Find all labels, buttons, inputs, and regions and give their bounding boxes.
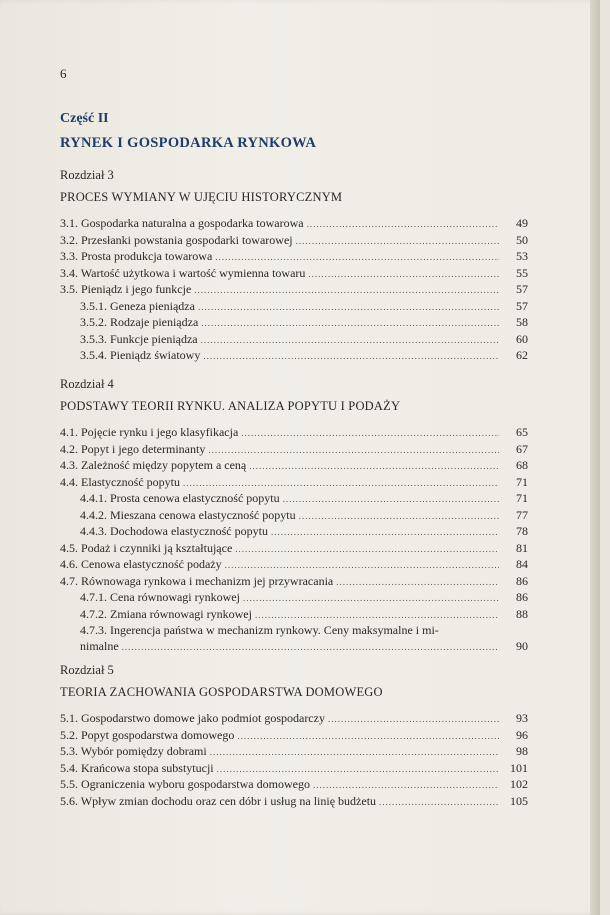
- toc-entry-page: 50: [516, 232, 528, 247]
- chapter-title: TEORIA ZACHOWANIA GOSPODARSTWA DOMOWEGO: [60, 685, 383, 699]
- toc-entry-page: 78: [516, 524, 528, 538]
- toc-entry-page: 53: [516, 249, 528, 263]
- dot-leader: [215, 250, 499, 266]
- toc-entry: [60, 777, 528, 794]
- toc-entry: [60, 761, 528, 778]
- dot-leader: [208, 443, 499, 459]
- toc-entry: [60, 442, 528, 459]
- page-edge: [590, 0, 600, 915]
- dot-leader: [201, 316, 499, 332]
- toc-entry: [60, 524, 528, 541]
- toc-entry-title: 4.6. Cenowa elastyczność podaży: [60, 557, 222, 571]
- part-title: RYNEK I GOSPODARKA RYNKOWA: [60, 135, 317, 151]
- dot-leader: [249, 459, 499, 475]
- dot-leader: [255, 608, 499, 624]
- toc-entry-page: 58: [516, 315, 528, 329]
- toc-entry: [60, 315, 528, 332]
- toc-entry: [60, 216, 528, 233]
- chapter-label: Rozdział 3: [60, 168, 114, 182]
- toc-list: [60, 216, 528, 365]
- toc-entry-page: 101: [510, 760, 528, 775]
- chapter-3: [60, 168, 528, 365]
- toc-entry-page: 88: [516, 606, 528, 621]
- toc-entry: [60, 794, 528, 811]
- part-label: Część II: [60, 111, 109, 126]
- dot-leader: [283, 492, 499, 508]
- toc-entry-title: 4.7.2. Zmiana równowagi rynkowej: [80, 606, 252, 621]
- dot-leader: [299, 509, 499, 525]
- toc-entry: [60, 475, 528, 492]
- dot-leader: [271, 525, 499, 541]
- toc-entry-title-line1: 4.7.3. Ingerencja państwa w mechanizm rynkowy. Ceny maksymalne i mi-: [80, 623, 439, 637]
- dot-leader: [241, 426, 499, 442]
- toc-entry: [60, 607, 528, 624]
- toc-entry: [60, 348, 528, 365]
- dot-leader: [307, 217, 499, 233]
- toc-list: [60, 711, 528, 810]
- toc-entry: [60, 590, 528, 607]
- toc-entry-multiline: [60, 623, 528, 655]
- toc-entry-page: 77: [516, 507, 528, 522]
- toc-entry-page: 98: [516, 744, 528, 758]
- toc-entry: [60, 574, 528, 591]
- toc-entry-page: 105: [510, 793, 528, 808]
- dot-leader: [237, 729, 499, 745]
- toc-entry-title: 3.3. Prosta produkcja towarowa: [60, 249, 213, 263]
- dot-leader: [201, 333, 499, 349]
- toc-entry-title: 4.4.2. Mieszana cenowa elastyczność popytu: [80, 507, 296, 522]
- toc-entry-title: 4.4.1. Prosta cenowa elastyczność popytu: [80, 491, 280, 505]
- toc-entry-title: 3.5.2. Rodzaje pieniądza: [80, 315, 199, 329]
- page-number: 6: [60, 66, 67, 81]
- toc-entry: [60, 282, 528, 299]
- dot-leader: [379, 795, 499, 811]
- toc-entry-page: 49: [516, 216, 528, 230]
- toc-entry-page: 90: [516, 638, 528, 653]
- toc-entry-page: 57: [516, 298, 528, 313]
- toc-entry: [60, 711, 528, 728]
- dot-leader: [336, 575, 499, 591]
- toc-entry-title: 3.5.3. Funkcje pieniądza: [80, 331, 198, 346]
- toc-entry-title: 5.2. Popyt gospodarstwa domowego: [60, 727, 235, 742]
- toc-entry-page: 57: [516, 282, 528, 296]
- toc-entry-title: 5.3. Wybór pomiędzy dobrami: [60, 744, 207, 758]
- toc-entry-page: 86: [516, 590, 528, 604]
- toc-entry-page: 67: [516, 441, 528, 456]
- toc-entry-title: 4.5. Podaż i czynniki ją kształtujące: [60, 540, 233, 555]
- dot-leader: [235, 542, 499, 558]
- toc-entry-title: 3.5.1. Geneza pieniądza: [80, 298, 195, 313]
- dot-leader: [225, 558, 499, 574]
- toc-entry-title: 5.1. Gospodarstwo domowe jako podmiot gospodarczy: [60, 711, 325, 725]
- chapter-label: Rozdział 4: [60, 377, 114, 391]
- toc-entry-page: 60: [516, 331, 528, 346]
- toc-entry-title-line2-row: [60, 639, 528, 656]
- dot-leader: [183, 476, 499, 492]
- toc-entry: [60, 299, 528, 316]
- toc-entry-page: 84: [516, 557, 528, 571]
- dot-leader: [198, 300, 499, 316]
- chapter-title: PROCES WYMIANY W UJĘCIU HISTORYCZNYM: [60, 190, 343, 204]
- dot-leader: [243, 591, 499, 607]
- toc-entry-title-line2: nimalne: [80, 638, 119, 653]
- toc-entry-title: 5.4. Krańcowa stopa substytucji: [60, 760, 214, 775]
- toc-entry-title: 3.1. Gospodarka naturalna a gospodarka towarowa: [60, 216, 304, 230]
- toc-entry-page: 65: [516, 425, 528, 439]
- toc-entry-title: 4.3. Zależność między popytem a ceną: [60, 458, 247, 472]
- toc-entry-page: 86: [516, 573, 528, 588]
- toc-entry: [60, 233, 528, 250]
- toc-entry-title: 3.2. Przesłanki powstania gospodarki towarowej: [60, 232, 293, 247]
- toc-entry-page: 71: [516, 491, 528, 505]
- toc-entry: [60, 541, 528, 558]
- toc-entry-page: 96: [516, 727, 528, 742]
- toc-entry-title: 4.4.3. Dochodowa elastyczność popytu: [80, 524, 268, 538]
- toc-entry-page: 71: [516, 474, 528, 489]
- chapter-5: [60, 663, 528, 810]
- toc-entry: [60, 491, 528, 508]
- toc-entry: [60, 744, 528, 761]
- toc-entry: [60, 557, 528, 574]
- toc-entry-title: 3.5.4. Pieniądz światowy: [80, 348, 201, 362]
- toc-entry: [60, 425, 528, 442]
- toc-entry-title: 5.6. Wpływ zmian dochodu oraz cen dóbr i usług na linię budżetu: [60, 793, 377, 808]
- dot-leader: [328, 712, 499, 728]
- toc-entry-page: 93: [516, 711, 528, 725]
- toc-entry-page: 62: [516, 348, 528, 362]
- toc-entry-title: 4.4. Elastyczność popytu: [60, 474, 180, 489]
- toc-entry: [60, 266, 528, 283]
- toc-entry: [60, 332, 528, 349]
- dot-leader: [313, 778, 499, 794]
- toc-entry-title: 3.4. Wartość użytkowa i wartość wymienna towaru: [60, 265, 306, 280]
- toc-entry-title: 4.1. Pojęcie rynku i jego klasyfikacja: [60, 425, 239, 439]
- dot-leader: [203, 349, 499, 365]
- toc-entry-page: 68: [516, 458, 528, 472]
- dot-leader: [194, 283, 499, 299]
- toc-entry-title: 5.5. Ograniczenia wyboru gospodarstwa domowego: [60, 777, 310, 791]
- dot-leader: [217, 762, 499, 778]
- toc-entry-page: 55: [516, 265, 528, 280]
- toc-entry-title: 4.7.1. Cena równowagi rynkowej: [80, 590, 240, 604]
- dot-leader: [122, 640, 499, 656]
- toc-entry: [60, 458, 528, 475]
- toc-entry-page: 81: [516, 540, 528, 555]
- dot-leader: [210, 745, 499, 761]
- toc-entry: [60, 728, 528, 745]
- toc-entry-title: 3.5. Pieniądz i jego funkcje: [60, 282, 192, 296]
- chapter-title: PODSTAWY TEORII RYNKU. ANALIZA POPYTU I PODAŻY: [60, 399, 401, 413]
- chapter-4: [60, 377, 528, 655]
- toc-entry: [60, 508, 528, 525]
- toc-list: [60, 425, 528, 655]
- dot-leader: [308, 267, 499, 283]
- toc-entry-title: 4.7. Równowaga rynkowa i mechanizm jej przywracania: [60, 573, 334, 588]
- toc-entry-title: 4.2. Popyt i jego determinanty: [60, 441, 206, 456]
- dot-leader: [296, 234, 499, 250]
- toc-entry: [60, 249, 528, 266]
- toc-entry-page: 102: [510, 777, 528, 791]
- chapter-label: Rozdział 5: [60, 663, 114, 677]
